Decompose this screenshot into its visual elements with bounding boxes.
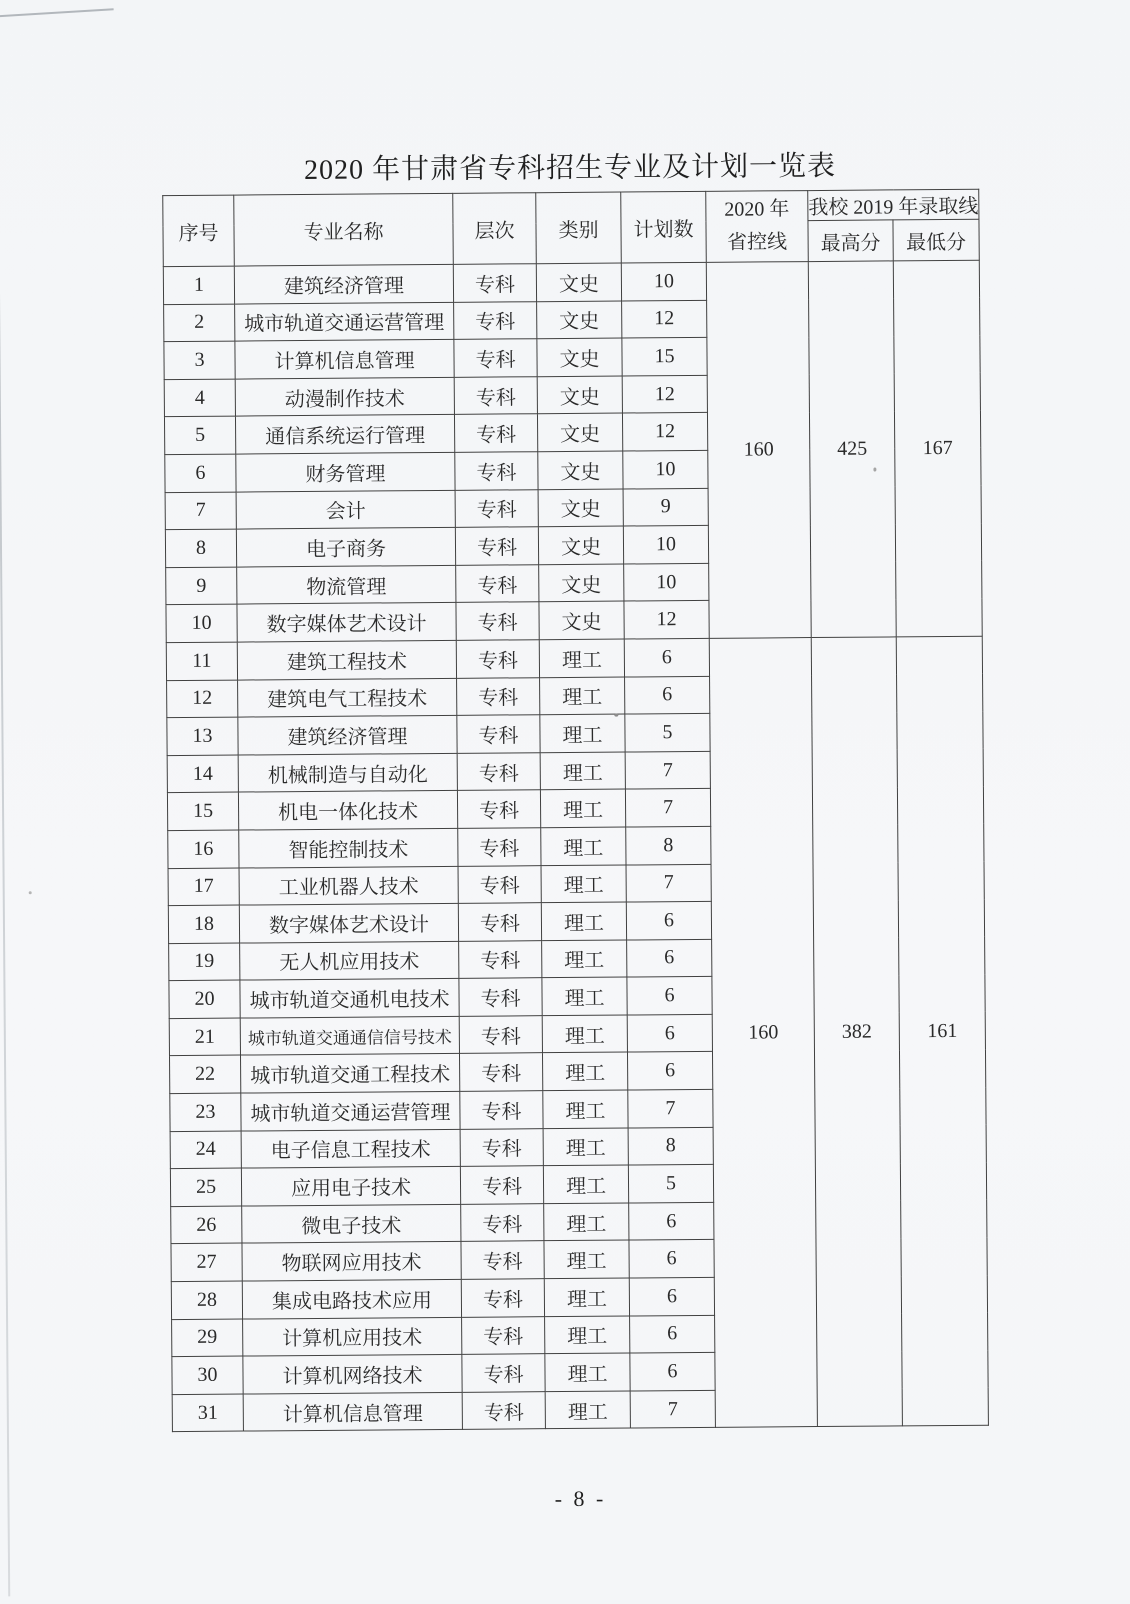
col-header-category: 类别 — [536, 192, 622, 264]
col-header-min-score: 最低分 — [893, 219, 979, 261]
cell-no: 27 — [171, 1243, 242, 1281]
cell-category: 理工 — [543, 1090, 628, 1128]
table-row — [166, 636, 982, 680]
cell-level: 专科 — [460, 1166, 543, 1204]
cell-major: 建筑电气工程技术 — [238, 678, 457, 717]
cell-category: 文史 — [537, 301, 622, 339]
cell-no: 17 — [168, 868, 239, 906]
cell-no: 2 — [164, 304, 235, 342]
cell-level: 专科 — [457, 677, 540, 715]
cell-plan: 12 — [622, 300, 707, 338]
cell-major: 城市轨道交通机电技术 — [240, 979, 459, 1018]
cell-major: 物联网应用技术 — [242, 1242, 461, 1281]
col-header-control-line-label: 省控线 — [727, 231, 788, 254]
cell-plan: 6 — [630, 1353, 715, 1391]
cell-category: 理工 — [543, 1128, 628, 1166]
cell-plan: 6 — [624, 638, 709, 676]
cell-no: 22 — [169, 1056, 240, 1094]
cell-plan: 8 — [626, 826, 711, 864]
cell-plan: 7 — [630, 1390, 715, 1428]
cell-max-score: 382 — [811, 637, 902, 1427]
cell-major: 计算机信息管理 — [235, 340, 454, 379]
cell-plan: 7 — [625, 751, 710, 789]
cell-plan: 7 — [625, 789, 710, 827]
cell-no: 11 — [166, 642, 237, 680]
cell-no: 16 — [168, 830, 239, 868]
cell-plan: 6 — [625, 676, 710, 714]
cell-no: 1 — [163, 266, 234, 304]
cell-major: 财务管理 — [236, 452, 455, 491]
cell-category: 理工 — [542, 940, 627, 978]
cell-major: 计算机信息管理 — [243, 1392, 462, 1431]
cell-level: 专科 — [454, 301, 537, 339]
cell-major: 机电一体化技术 — [238, 791, 457, 830]
cell-major: 工业机器人技术 — [239, 866, 458, 905]
cell-category: 理工 — [540, 714, 625, 752]
cell-major: 建筑工程技术 — [237, 640, 456, 679]
cell-major: 物流管理 — [237, 565, 456, 604]
cell-category: 文史 — [537, 338, 622, 376]
cell-plan: 10 — [623, 526, 708, 564]
cell-level: 专科 — [454, 376, 537, 414]
cell-plan: 6 — [627, 1052, 712, 1090]
col-header-control-line-year: 2020 年 — [724, 198, 790, 221]
cell-min-score: 161 — [896, 636, 988, 1426]
cell-no: 13 — [167, 717, 238, 755]
cell-no: 20 — [169, 980, 240, 1018]
cell-level: 专科 — [460, 1091, 543, 1129]
cell-level: 专科 — [461, 1279, 544, 1317]
enrollment-plan-table — [162, 189, 989, 1433]
cell-level: 专科 — [454, 339, 537, 377]
cell-control-line: 160 — [709, 637, 817, 1427]
scan-corner-line — [0, 8, 114, 17]
cell-no: 8 — [165, 529, 236, 567]
col-header-control-line — [706, 191, 809, 263]
cell-major: 动漫制作技术 — [235, 377, 454, 416]
cell-level: 专科 — [454, 414, 537, 452]
cell-plan: 7 — [626, 864, 711, 902]
cell-level: 专科 — [457, 715, 540, 753]
cell-plan: 5 — [628, 1165, 713, 1203]
cell-major: 微电子技术 — [242, 1204, 461, 1243]
cell-major: 数字媒体艺术设计 — [237, 603, 456, 642]
cell-category: 理工 — [545, 1353, 630, 1391]
cell-level: 专科 — [459, 1053, 542, 1091]
cell-category: 理工 — [544, 1203, 629, 1241]
cell-plan: 10 — [621, 262, 706, 300]
cell-major: 通信系统运行管理 — [235, 415, 454, 454]
cell-level: 专科 — [458, 865, 541, 903]
cell-plan: 6 — [629, 1240, 714, 1278]
cell-no: 23 — [170, 1093, 241, 1131]
cell-no: 19 — [169, 943, 240, 981]
cell-major: 会计 — [236, 490, 455, 529]
cell-category: 文史 — [538, 526, 623, 564]
cell-plan: 6 — [626, 901, 711, 939]
cell-category: 理工 — [542, 1052, 627, 1090]
cell-level: 专科 — [455, 527, 538, 565]
cell-category: 理工 — [545, 1391, 630, 1429]
cell-major: 计算机应用技术 — [243, 1317, 462, 1356]
cell-no: 9 — [166, 567, 237, 605]
scan-speck — [29, 891, 32, 894]
cell-plan: 6 — [627, 977, 712, 1015]
cell-plan: 6 — [629, 1277, 714, 1315]
cell-category: 文史 — [539, 564, 624, 602]
cell-major: 机械制造与自动化 — [238, 753, 457, 792]
cell-major: 应用电子技术 — [241, 1167, 460, 1206]
cell-no: 15 — [167, 792, 238, 830]
cell-level: 专科 — [460, 1128, 543, 1166]
cell-plan: 6 — [630, 1315, 715, 1353]
table-row — [163, 260, 979, 304]
cell-no: 7 — [165, 492, 236, 530]
cell-level: 专科 — [459, 1016, 542, 1054]
cell-plan: 15 — [622, 338, 707, 376]
cell-plan: 12 — [622, 375, 707, 413]
cell-major: 计算机网络技术 — [243, 1355, 462, 1394]
cell-major: 无人机应用技术 — [240, 941, 459, 980]
cell-category: 理工 — [544, 1240, 629, 1278]
cell-category: 文史 — [538, 489, 623, 527]
cell-major: 城市轨道交通通信信号技术 — [240, 1016, 459, 1055]
cell-level: 专科 — [458, 903, 541, 941]
cell-category: 理工 — [541, 902, 626, 940]
page-title: 2020 年甘肃省专科招生专业及计划一览表 — [303, 150, 837, 187]
cell-level: 专科 — [462, 1391, 545, 1429]
cell-no: 3 — [164, 341, 235, 379]
col-header-level: 层次 — [453, 193, 537, 265]
cell-no: 21 — [169, 1018, 240, 1056]
col-header-admission-group: 我校 2019 年录取线 — [808, 189, 979, 220]
cell-category: 文史 — [537, 376, 622, 414]
cell-category: 理工 — [540, 789, 625, 827]
cell-plan: 10 — [624, 563, 709, 601]
cell-category: 理工 — [540, 677, 625, 715]
cell-no: 5 — [164, 416, 235, 454]
cell-plan: 8 — [628, 1127, 713, 1165]
cell-level: 专科 — [461, 1204, 544, 1242]
cell-category: 理工 — [539, 639, 624, 677]
cell-no: 6 — [165, 454, 236, 492]
cell-level: 专科 — [462, 1316, 545, 1354]
scan-edge-line — [0, 18, 10, 1596]
cell-major: 电子商务 — [236, 528, 455, 567]
cell-level: 专科 — [462, 1354, 545, 1392]
cell-level: 专科 — [453, 264, 536, 302]
col-header-plan: 计划数 — [621, 191, 707, 263]
cell-level: 专科 — [455, 452, 538, 490]
page-number: - 8 - — [554, 1485, 607, 1512]
cell-no: 24 — [170, 1131, 241, 1169]
cell-no: 25 — [170, 1168, 241, 1206]
cell-level: 专科 — [456, 602, 539, 640]
cell-major: 城市轨道交通运营管理 — [241, 1091, 460, 1130]
table-body — [163, 260, 988, 1432]
cell-no: 29 — [172, 1319, 243, 1357]
cell-level: 专科 — [458, 828, 541, 866]
cell-plan: 6 — [627, 1014, 712, 1052]
cell-plan: 10 — [623, 450, 708, 488]
cell-no: 28 — [171, 1281, 242, 1319]
cell-no: 4 — [164, 379, 235, 417]
col-header-max-score: 最高分 — [808, 220, 893, 262]
table-header — [163, 189, 980, 266]
cell-level: 专科 — [461, 1241, 544, 1279]
cell-max-score: 425 — [808, 261, 896, 638]
cell-plan: 12 — [622, 413, 707, 451]
cell-no: 14 — [167, 755, 238, 793]
cell-plan: 6 — [627, 939, 712, 977]
cell-major: 集成电路技术应用 — [242, 1279, 461, 1318]
cell-control-line: 160 — [706, 262, 811, 639]
cell-plan: 7 — [628, 1089, 713, 1127]
cell-level: 专科 — [455, 489, 538, 527]
cell-category: 理工 — [544, 1278, 629, 1316]
cell-major: 城市轨道交通运营管理 — [235, 302, 454, 341]
cell-level: 专科 — [459, 940, 542, 978]
cell-major: 数字媒体艺术设计 — [239, 903, 458, 942]
cell-category: 文史 — [536, 263, 621, 301]
cell-category: 理工 — [541, 865, 626, 903]
cell-no: 12 — [167, 680, 238, 718]
cell-level: 专科 — [459, 978, 542, 1016]
cell-major: 建筑经济管理 — [234, 264, 453, 303]
cell-no: 18 — [168, 905, 239, 943]
cell-category: 理工 — [540, 752, 625, 790]
cell-category: 理工 — [545, 1316, 630, 1354]
scan-speck — [614, 714, 618, 717]
cell-category: 理工 — [541, 827, 626, 865]
cell-min-score: 167 — [893, 260, 982, 637]
cell-no: 30 — [172, 1356, 243, 1394]
cell-category: 文史 — [537, 413, 622, 451]
cell-no: 26 — [171, 1206, 242, 1244]
cell-plan: 5 — [625, 713, 710, 751]
cell-no: 31 — [172, 1394, 243, 1432]
cell-level: 专科 — [457, 790, 540, 828]
cell-category: 理工 — [542, 1015, 627, 1053]
cell-category: 理工 — [542, 977, 627, 1015]
cell-major: 城市轨道交通工程技术 — [240, 1054, 459, 1093]
cell-level: 专科 — [456, 564, 539, 602]
cell-category: 理工 — [543, 1165, 628, 1203]
cell-major: 智能控制技术 — [239, 828, 458, 867]
col-header-no: 序号 — [163, 195, 235, 267]
cell-plan: 6 — [629, 1202, 714, 1240]
cell-plan: 9 — [623, 488, 708, 526]
cell-level: 专科 — [457, 752, 540, 790]
col-header-major: 专业名称 — [234, 193, 454, 266]
cell-category: 文史 — [538, 451, 623, 489]
cell-plan: 12 — [624, 601, 709, 639]
cell-major: 建筑经济管理 — [238, 715, 457, 754]
cell-level: 专科 — [456, 640, 539, 678]
cell-category: 文史 — [539, 601, 624, 639]
cell-no: 10 — [166, 604, 237, 642]
scan-speck — [873, 468, 876, 472]
cell-major: 电子信息工程技术 — [241, 1129, 460, 1168]
